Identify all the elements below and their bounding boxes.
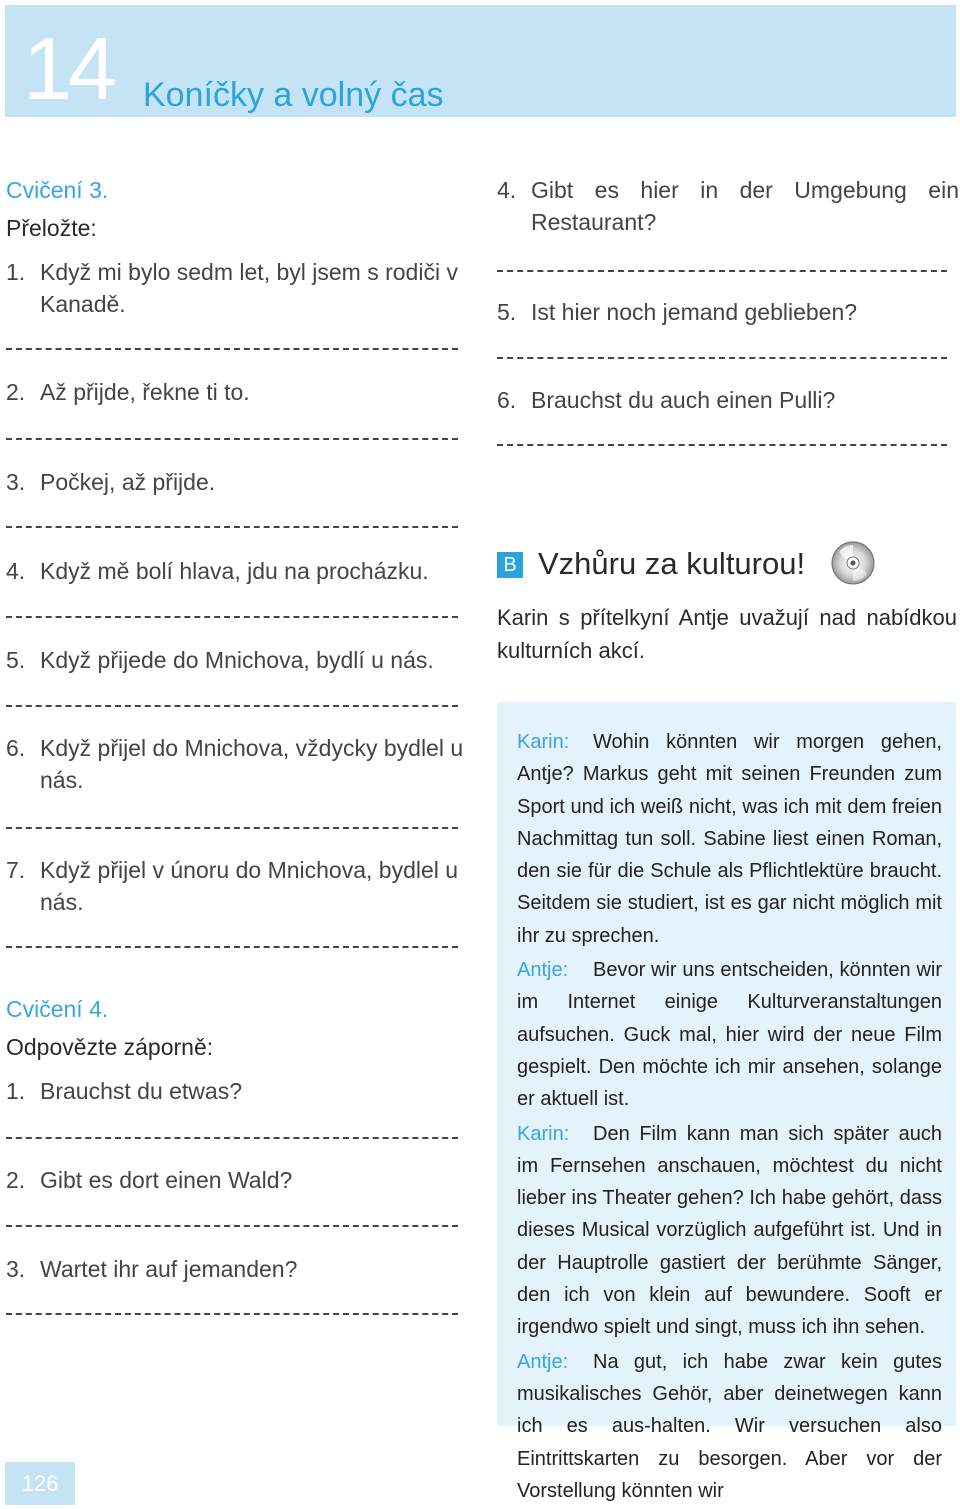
item-number: 6.	[6, 735, 26, 761]
item-number: 7.	[6, 857, 26, 883]
exercise3-item-7	[6, 854, 466, 918]
item-text: Když mě bolí hlava, jdu na procházku.	[40, 558, 429, 584]
item-number: 5.	[497, 299, 517, 325]
exercise4-item-5	[497, 296, 959, 328]
chapter-title: Koníčky a volný čas	[143, 76, 444, 114]
exercise3-instruction: Přeložte:	[6, 215, 97, 241]
section-marker: B	[497, 552, 523, 578]
answer-line[interactable]	[6, 827, 458, 829]
dialog	[517, 726, 942, 1509]
item-text: Když přijede do Mnichova, bydlí u nás.	[40, 647, 434, 673]
section-intro: Karin s přítelkyní Antje uvažují nad nabídkou kulturních akcí.	[497, 605, 957, 663]
item-number: 2.	[6, 1167, 26, 1193]
answer-line[interactable]	[6, 1225, 458, 1227]
item-text: Gibt es dort einen Wald?	[40, 1167, 293, 1193]
speaker-label: Antje:	[517, 959, 569, 982]
exercise4-item-6	[497, 384, 959, 416]
exercise3-item-5	[6, 644, 466, 676]
exercise3-item-1	[6, 256, 466, 320]
exercise3-item-6	[6, 732, 466, 796]
answer-line[interactable]	[6, 705, 458, 707]
dialog-turn	[517, 726, 942, 952]
item-text: Když mi bylo sedm let, byl jsem s rodiči v Kanadě.	[40, 259, 458, 317]
item-text: Když přijel do Mnichova, vždycky bydlel u nás.	[40, 735, 464, 793]
exercise4-label: Cvičení 4.	[6, 996, 109, 1022]
chapter-number: 14	[23, 19, 113, 118]
chapter-header	[5, 5, 956, 117]
exercise4-item-2	[6, 1164, 466, 1196]
item-text: Wartet ihr auf jemanden?	[40, 1256, 298, 1282]
item-number: 1.	[6, 259, 26, 285]
answer-line[interactable]	[6, 616, 458, 618]
item-text: Gibt es hier in der Umgebung ein Restaurant?	[531, 177, 959, 235]
exercise4-instruction: Odpovězte záporně:	[6, 1034, 214, 1060]
item-number: 3.	[6, 1256, 26, 1282]
dialog-text: Na gut, ich habe zwar kein gutes musikalisches Gehör, aber deinetwegen kann ich es aus-halten. Wir versuchen also Eintrittskarten zu besorgen. Aber vor der Vorstellung könnten wir	[517, 1350, 942, 1502]
item-text: Počkej, až přijde.	[40, 469, 216, 495]
answer-line[interactable]	[6, 946, 458, 948]
speaker-label: Karin:	[517, 1122, 570, 1145]
exercise3-item-2	[6, 376, 466, 408]
item-number: 4.	[497, 177, 517, 203]
page-number-box	[5, 1462, 75, 1505]
answer-line[interactable]	[6, 1313, 458, 1315]
dialog-turn	[517, 1118, 942, 1344]
dialog-turn	[517, 1346, 942, 1507]
item-text: Brauchst du etwas?	[40, 1078, 243, 1104]
cd-icon[interactable]	[830, 540, 876, 586]
item-number: 4.	[6, 558, 26, 584]
speaker-label: Karin:	[517, 731, 570, 753]
item-text: Brauchst du auch einen Pulli?	[531, 387, 836, 413]
page-number: 126	[21, 1471, 59, 1496]
item-number: 1.	[6, 1078, 26, 1104]
exercise3-item-4	[6, 555, 466, 587]
item-number: 3.	[6, 469, 26, 495]
item-text: Ist hier noch jemand geblieben?	[531, 299, 858, 325]
exercise3-item-3	[6, 466, 466, 498]
answer-line[interactable]	[6, 526, 458, 528]
answer-line[interactable]	[497, 444, 947, 446]
answer-line[interactable]	[6, 438, 458, 440]
exercise4-item-4	[497, 174, 959, 238]
item-number: 6.	[497, 387, 517, 413]
answer-line[interactable]	[6, 1137, 458, 1139]
exercise3-label: Cvičení 3.	[6, 177, 109, 203]
dialog-text: Wohin könnten wir morgen gehen, Antje? Markus geht mit seinen Freunden zum Sport und ich weiß nicht, was ich mit dem freien Nachmittag tun soll. Sabine liest einen Roman, den sie für die Schule als Pflichtlektüre braucht. Seitdem sie studiert, ist es gar nicht möglich mit ihr zu sprechen.	[517, 731, 942, 947]
section-title: Vzhůru za kulturou!	[538, 546, 806, 581]
answer-line[interactable]	[497, 270, 947, 272]
item-text: Když přijel v únoru do Mnichova, bydlel u nás.	[40, 857, 459, 915]
exercise4-item-3	[6, 1253, 466, 1285]
exercise4-item-1	[6, 1075, 466, 1107]
item-number: 2.	[6, 379, 26, 405]
speaker-label: Antje:	[517, 1350, 569, 1373]
dialog-turn	[517, 954, 942, 1115]
dialog-text: Bevor wir uns entscheiden, könnten wir im Internet einige Kulturveranstaltungen aufsuchen. Guck mal, hier wird der neue Film gespielt. Den möchte ich mir ansehen, solange er aktuell ist.	[517, 959, 942, 1111]
answer-line[interactable]	[6, 348, 458, 350]
dialog-text: Den Film kann man sich später auch im Fernsehen anschauen, möchtest du nicht lieber ins Theater gehen? Ich habe gehört, dass dieses Musical vorzüglich aufgeführt ist. Und in der Hauptrolle gastiert der berühmte Sänger, den ich von klein auf bewundere. Sooft er irgendwo spielt und singt, muss ich ihn sehen.	[517, 1122, 942, 1339]
item-number: 5.	[6, 647, 26, 673]
item-text: Až přijde, řekne ti to.	[40, 379, 250, 405]
answer-line[interactable]	[497, 357, 947, 359]
